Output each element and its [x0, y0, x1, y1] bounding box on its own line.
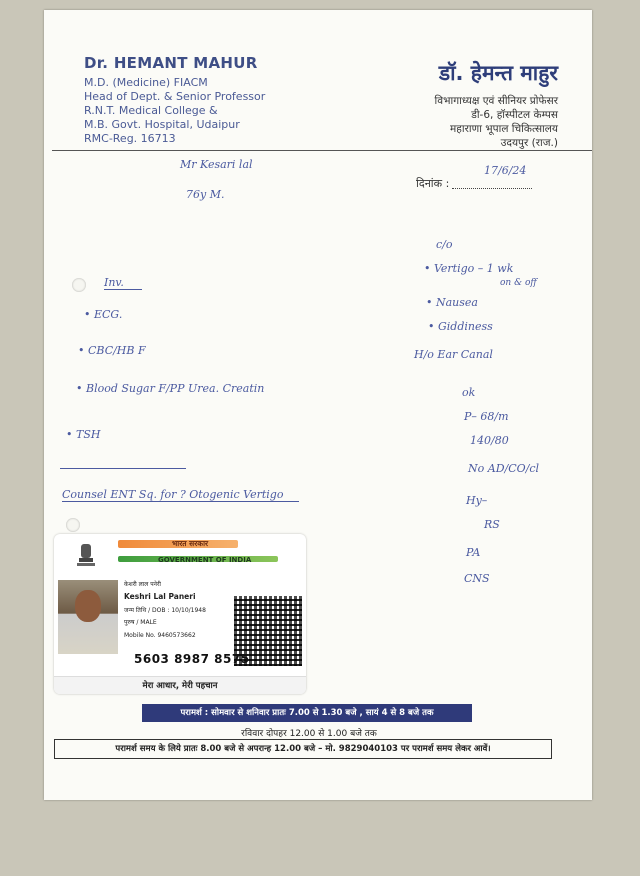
cardholder-mobile: Mobile No. 9460573662 — [124, 632, 196, 639]
consultation-timing: परामर्श : सोमवार से शनिवार प्रातः 7.00 से 1.30 बजे , सायं 4 से 8 बजे तक — [142, 704, 472, 722]
aadhaar-card — [54, 534, 306, 694]
date-line — [452, 176, 532, 189]
national-emblem-icon — [74, 542, 98, 570]
cardholder-dob: जन्म तिथि / DOB : 10/10/1948 — [124, 607, 206, 614]
exam-general: No AD/CO/cl — [468, 462, 540, 475]
notes-divider — [60, 468, 186, 469]
hospital-line: M.B. Govt. Hospital, Udaipur — [84, 118, 240, 131]
qualification-line: M.D. (Medicine) FIACM — [84, 76, 208, 89]
aadhaar-tagline: मेरा आधार, मेरी पहचान — [54, 676, 306, 694]
investigations-heading: Inv. — [104, 276, 142, 290]
doctor-name-hindi: डॉ. हेमन्त माहुर — [438, 61, 558, 85]
designation-line: Head of Dept. & Senior Professor — [84, 90, 266, 103]
investigation-blood-sugar: • Blood Sugar F/PP Urea. Creatin — [76, 382, 265, 395]
complaint-vertigo: • Vertigo – 1 wk — [424, 262, 514, 275]
appointment-info: परामर्श समय के लिये प्रातः 8.00 बजे से अपरान्ह 12.00 बजे – मो. 9829040103 पर परामर्श समय लेकर आवें। — [54, 739, 552, 759]
history-ear: H/o Ear Canal — [414, 348, 493, 361]
government-english: GOVERNMENT OF INDIA — [158, 556, 252, 564]
cardholder-photo — [58, 580, 118, 654]
investigation-tsh: • TSH — [66, 428, 101, 441]
exam-ok: ok — [462, 386, 476, 399]
complaint-giddiness: • Giddiness — [428, 320, 493, 333]
ent-counsel-note: Counsel ENT Sq. for ? Otogenic Vertigo — [62, 488, 299, 502]
date-label: दिनांक : — [416, 177, 450, 190]
cardholder-gender: पुरुष / MALE — [124, 619, 157, 626]
date-value: 17/6/24 — [484, 164, 527, 177]
address-hindi: डी-6, हॉस्पीटल केम्पस — [471, 109, 558, 121]
exam-hydration: Hy– — [466, 494, 488, 507]
government-hindi: भारत सरकार — [172, 539, 209, 548]
patient-name: Mr Kesari lal — [180, 158, 253, 171]
registration-line: RMC-Reg. 16713 — [84, 132, 176, 145]
exam-pulse: P– 68/m — [464, 410, 509, 423]
doctor-name-english: Dr. HEMANT MAHUR — [84, 54, 258, 72]
exam-rs: RS — [484, 518, 500, 531]
exam-cns: CNS — [464, 572, 490, 585]
header-divider — [52, 150, 592, 151]
aadhaar-number: 5603 8987 8575 — [134, 652, 250, 666]
investigation-ecg: • ECG. — [84, 308, 123, 321]
punch-hole-bottom — [66, 518, 80, 532]
patient-age-sex: 76y M. — [186, 188, 225, 201]
complaint-vertigo-detail: on & off — [500, 278, 537, 288]
prescription-sheet — [44, 10, 592, 800]
complaints-heading: c/o — [436, 238, 453, 251]
hospital-hindi: महाराणा भूपाल चिकित्सालय — [450, 123, 558, 135]
designation-hindi: विभागाध्यक्ष एवं सीनियर प्रोफेसर — [434, 95, 558, 107]
sunday-timing: रविवार दोपहर 12.00 से 1.00 बजे तक — [241, 729, 377, 739]
city-hindi: उदयपुर (राज.) — [500, 137, 558, 149]
cardholder-name-hindi: केशरी लाल पनेरी — [124, 581, 161, 588]
complaint-nausea: • Nausea — [426, 296, 478, 309]
exam-bp: 140/80 — [470, 434, 509, 447]
cardholder-name: Keshri Lal Paneri — [124, 592, 196, 601]
punch-hole-top — [72, 278, 86, 292]
college-line: R.N.T. Medical College & — [84, 104, 218, 117]
investigation-cbc: • CBC/HB F — [78, 344, 146, 357]
exam-pa: PA — [466, 546, 481, 559]
